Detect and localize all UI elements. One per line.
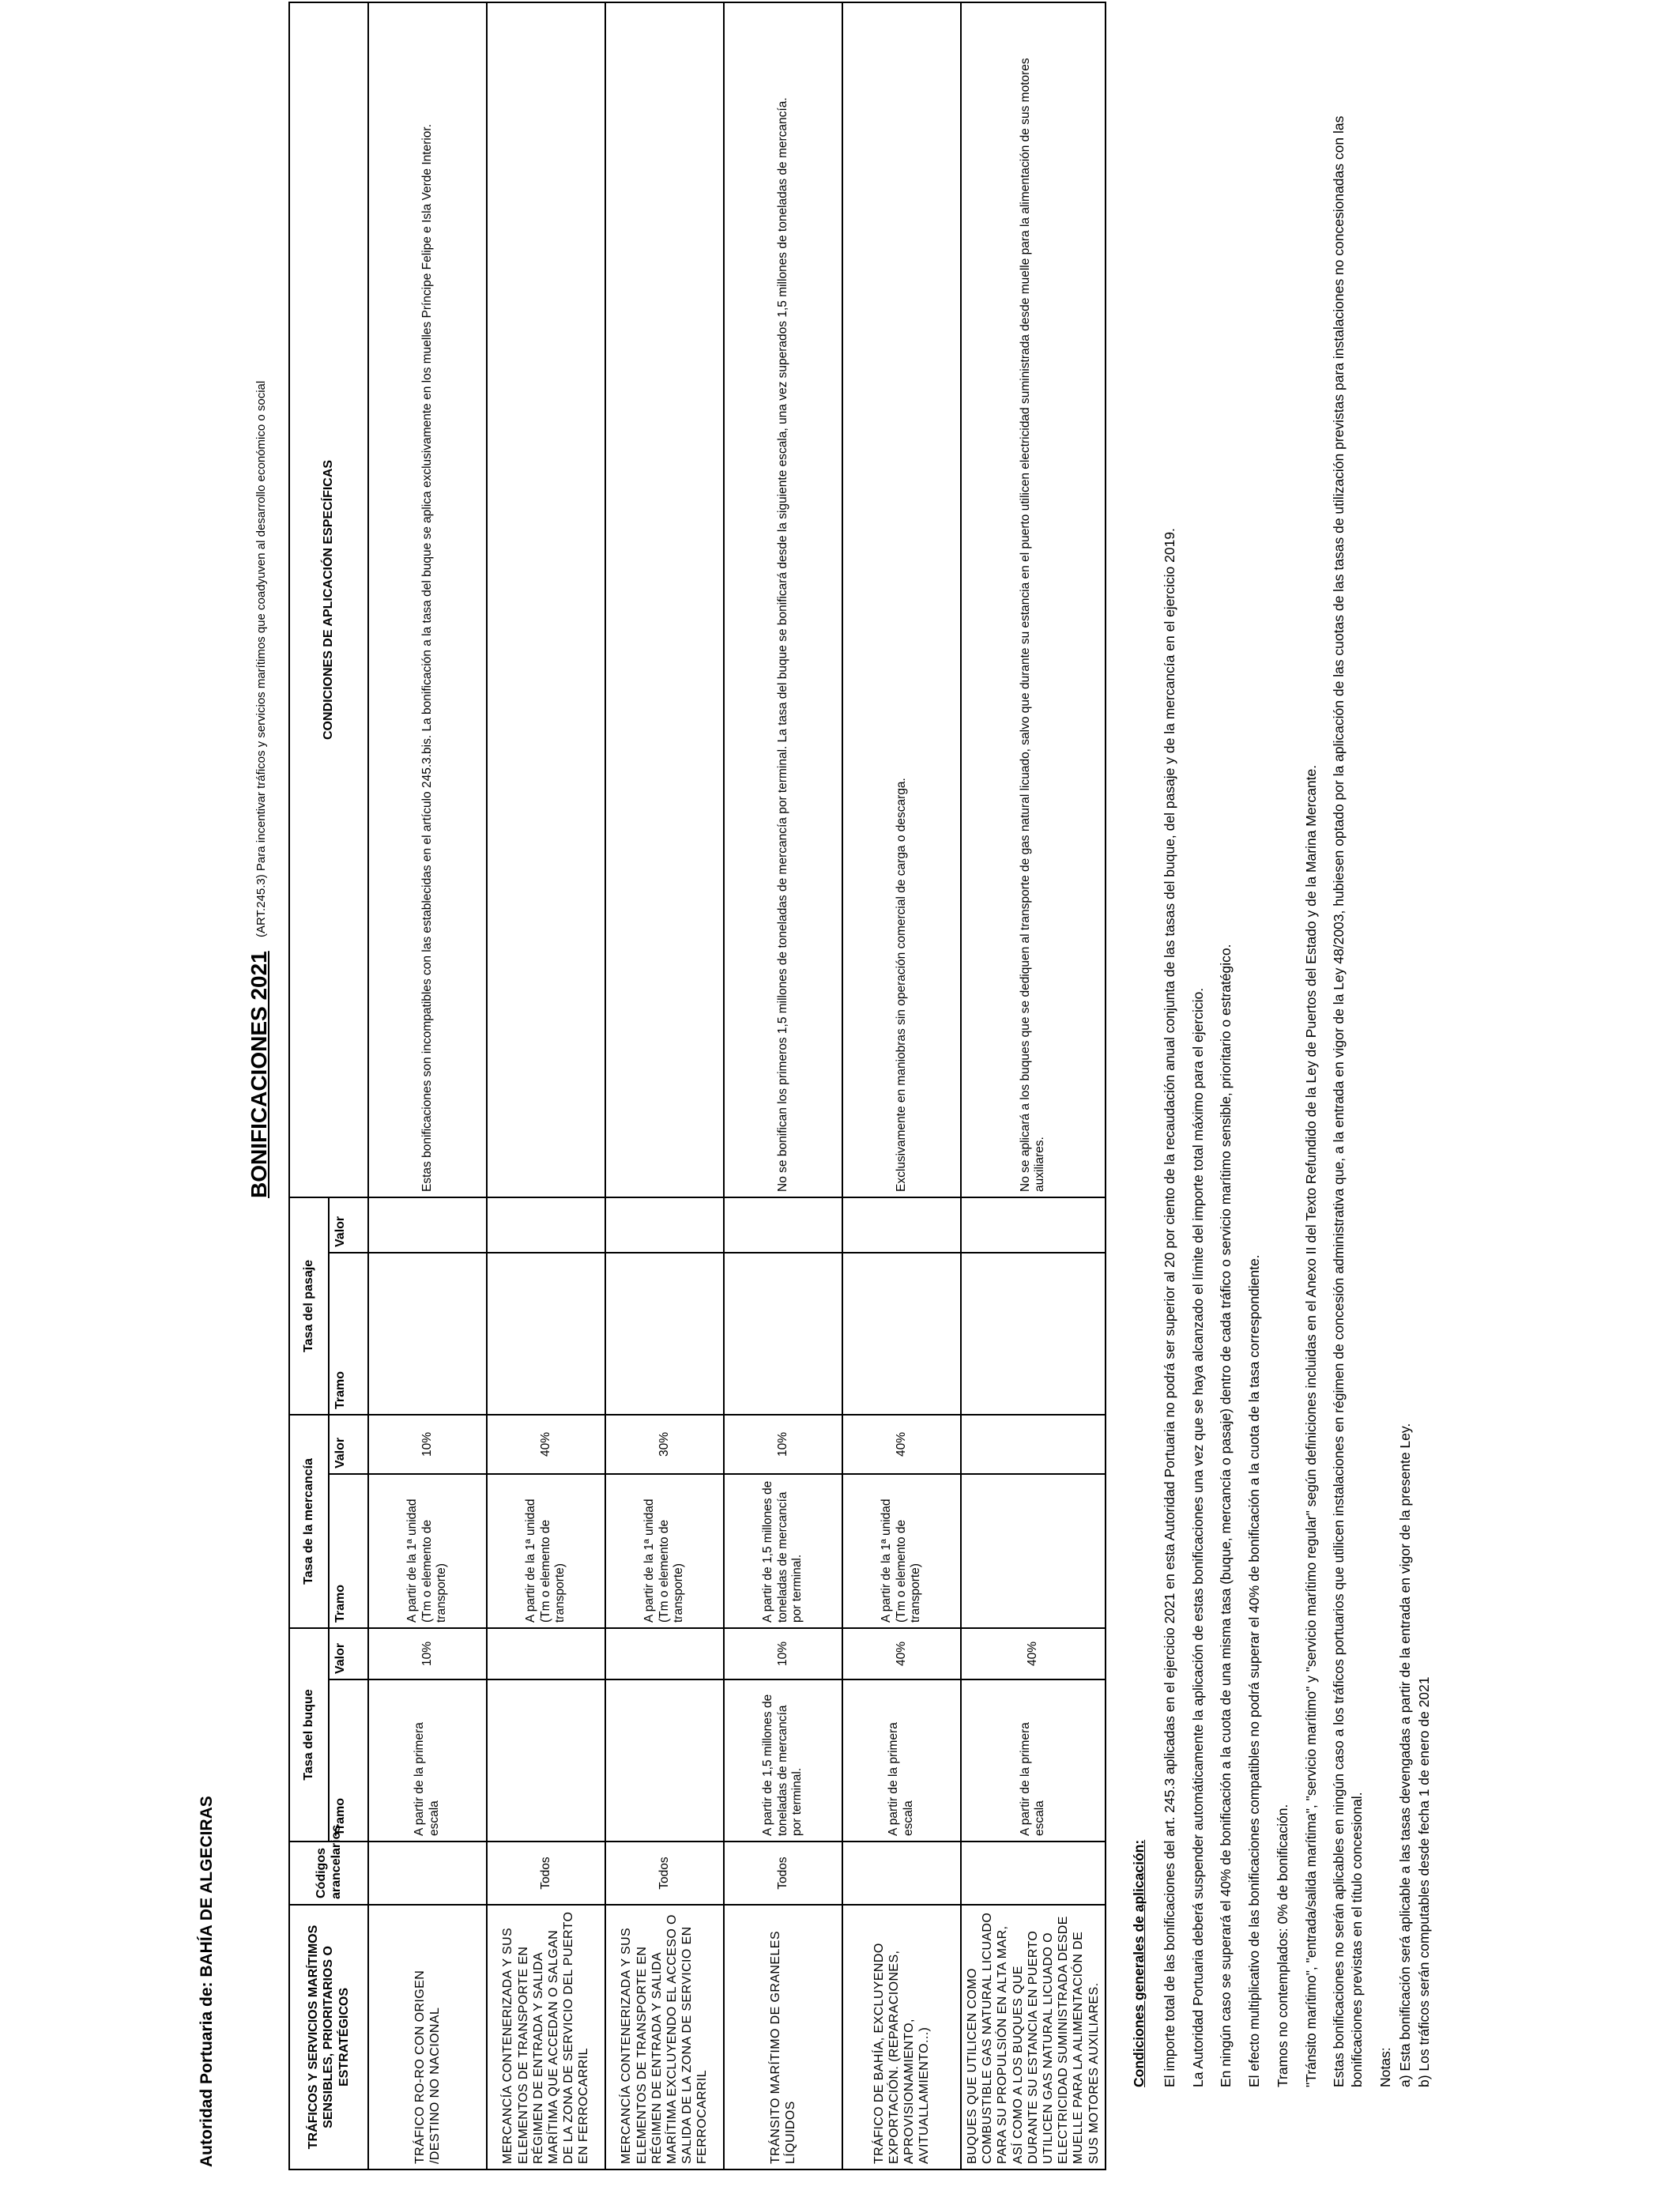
condition-item: En ningún caso se superará el 40% de bonificación a la cuota de una misma tasa (buque, mercancía o pasaje) dentro de cada tráfico o servicio marítimo sensible, prioritario o estratégico. xyxy=(1218,944,1234,2087)
mercancia-valor-cell: 30% xyxy=(605,1415,724,1474)
condition-item: El efecto multiplicativo de las bonificaciones compatibles no podrá superar el 40% de bonificación a la cuota de la tasa correspondiente. xyxy=(1246,1254,1262,2087)
condition-item: Estas bonificaciones no serán aplicables en ningún caso a los tráficos portuarios que utilicen instalaciones en régimen de concesión administrativa que, a la entrada en vigor de la Ley 48/2003, hubiesen optado por la aplicación de las cuotas de las tasas de utilización previstas para instalaciones no concesionadas con las bonificaciones previstas en el título concesional. xyxy=(1331,115,1365,2087)
pasaje-tramo-cell xyxy=(368,1253,487,1415)
document-title: BONIFICACIONES 2021 xyxy=(247,951,271,1198)
buque-tramo-cell: A partir de la primera escala xyxy=(368,1679,487,1842)
note-item: a) Esta bonificación será aplicable a las tasas devengadas a partir de la entrada en vigor de la presente Ley. xyxy=(1396,1423,1413,2087)
buque-valor-cell xyxy=(487,1628,605,1679)
pasaje-valor-cell xyxy=(368,1197,487,1253)
condition-item: La Autoridad Portuaria deberá suspender automáticamente la aplicación de estas bonificaciones una vez que se haya alcanzado el límite del importe total máximo para el ejercicio. xyxy=(1189,987,1206,2087)
pasaje-tramo-cell xyxy=(605,1253,724,1415)
table-row xyxy=(842,2,961,2169)
port-authority-label: Autoridad Portuaria de: BAHÍA DE ALGECIRAS xyxy=(198,1796,216,2167)
document-subtitle: (ART.245.3) Para incentivar tráficos y servicios marítimos que coadyuven al desarrollo económico o social xyxy=(254,380,268,937)
header-codigos: Códigos arancelarios xyxy=(289,1842,368,1905)
condition-item: Tramos no contemplados: 0% de bonificación. xyxy=(1274,1804,1290,2087)
condiciones-cell: No se bonifican los primeros 1,5 millones de toneladas de mercancía por terminal. La tasa del buque se bonificará desde la siguiente escala, una vez superados 1,5 millones de toneladas de mercancía. xyxy=(724,2,842,1197)
bonificaciones-table xyxy=(288,2,1106,2170)
condiciones-cell xyxy=(487,2,605,1197)
table-row xyxy=(605,2,724,2169)
mercancia-tramo-cell: A partir de la 1ª unidad (Tm o elemento de transporte) xyxy=(368,1474,487,1628)
codigos-cell: Todos xyxy=(724,1842,842,1905)
buque-valor-cell: 10% xyxy=(368,1628,487,1679)
buque-tramo-cell xyxy=(605,1679,724,1842)
pasaje-valor-cell xyxy=(724,1197,842,1253)
buque-tramo-cell xyxy=(487,1679,605,1842)
trafico-cell: TRÁFICO RO-RO CON ORIGEN /DESTINO NO NACIONAL xyxy=(368,1905,487,2169)
header-tasa-pasaje: Tasa del pasaje xyxy=(289,1197,329,1415)
table-row xyxy=(961,2,1106,2169)
mercancia-tramo-cell: A partir de 1,5 millones de toneladas de mercancía por terminal. xyxy=(724,1474,842,1628)
buque-valor-cell: 10% xyxy=(724,1628,842,1679)
header-tasa-mercancia: Tasa de la mercancía xyxy=(289,1415,329,1628)
condiciones-cell xyxy=(605,2,724,1197)
header-mercancia-tramo: Tramo xyxy=(329,1474,368,1628)
buque-valor-cell: 40% xyxy=(842,1628,961,1679)
pasaje-valor-cell xyxy=(487,1197,605,1253)
header-buque-tramo: Tramo xyxy=(329,1679,368,1842)
mercancia-valor-cell: 40% xyxy=(842,1415,961,1474)
buque-valor-cell: 40% xyxy=(961,1628,1106,1679)
header-pasaje-valor: Valor xyxy=(329,1197,368,1253)
header-condiciones: CONDICIONES DE APLICACIÓN ESPECÍFICAS xyxy=(289,2,368,1197)
mercancia-valor-cell: 10% xyxy=(724,1415,842,1474)
trafico-cell: TRÁNSITO MARÍTIMO DE GRANELES LÍQUIDOS xyxy=(724,1905,842,2169)
condiciones-cell: Exclusivamente en maniobras sin operación comercial de carga o descarga. xyxy=(842,2,961,1197)
general-conditions xyxy=(1130,32,1435,2087)
table-row xyxy=(487,2,605,2169)
codigos-cell: Todos xyxy=(487,1842,605,1905)
mercancia-tramo-cell: A partir de la 1ª unidad (Tm o elemento de transporte) xyxy=(842,1474,961,1628)
table-row xyxy=(368,2,487,2169)
pasaje-tramo-cell xyxy=(842,1253,961,1415)
mercancia-tramo-cell: A partir de la 1ª unidad (Tm o elemento de transporte) xyxy=(605,1474,724,1628)
buque-tramo-cell: A partir de la primera escala xyxy=(842,1679,961,1842)
mercancia-valor-cell: 10% xyxy=(368,1415,487,1474)
trafico-cell: BUQUES QUE UTILICEN COMO COMBUSTIBLE GAS NATURAL LICUADO PARA SU PROPULSIÓN EN ALTA MAR, ASÍ COMO A LOS BUQUES QUE DURANTE SU ESTANCIA EN PUERTO UTILICEN GAS NATURAL LICUADO O ELECTRICIDAD SUMINISTRADA DESDE MUELLE PARA LA ALIMENTACIÓN DE SUS MOTORES AUXILIARES. xyxy=(961,1905,1106,2169)
codigos-cell xyxy=(961,1842,1106,1905)
pasaje-tramo-cell xyxy=(487,1253,605,1415)
header-tasa-buque: Tasa del buque xyxy=(289,1628,329,1842)
condition-item: El importe total de las bonificaciones del art. 245.3 aplicadas en el ejercicio 2021 en esta Autoridad Portuaria no podrá ser superior al 20 por ciento de la recaudación anual conjunta de las tasas del buque, del pasaje y de la mercancía en el ejercicio 2019. xyxy=(1161,528,1177,2087)
header-buque-valor: Valor xyxy=(329,1628,368,1679)
trafico-cell: TRÁFICO DE BAHÍA, EXCLUYENDO EXPORTACIÓN. (REPARACIONES, APROVISIONAMIENTO, AVITUALLAMIENTO...) xyxy=(842,1905,961,2169)
condiciones-cell: Estas bonificaciones son incompatibles con las establecidas en el artículo 245.3.bis. La bonificación a la tasa del buque se aplica exclusivamente en los muelles Príncipe Felipe e Isla Verde Interior. xyxy=(368,2,487,1197)
pasaje-valor-cell xyxy=(842,1197,961,1253)
codigos-cell xyxy=(842,1842,961,1905)
mercancia-valor-cell xyxy=(961,1415,1106,1474)
buque-tramo-cell: A partir de 1,5 millones de toneladas de mercancía por terminal. xyxy=(724,1679,842,1842)
codigos-cell: Todos xyxy=(605,1842,724,1905)
trafico-cell: MERCANCÍA CONTENERIZADA Y SUS ELEMENTOS DE TRANSPORTE EN RÉGIMEN DE ENTRADA Y SALIDA MARÍTIMA QUE ACCEDAN O SALGAN DE LA ZONA DE SERVICIO DEL PUERTO EN FERROCARRIL xyxy=(487,1905,605,2169)
codigos-cell xyxy=(368,1842,487,1905)
pasaje-tramo-cell xyxy=(724,1253,842,1415)
pasaje-valor-cell xyxy=(605,1197,724,1253)
header-traficos: TRÁFICOS Y SERVICIOS MARÍTIMOS SENSIBLES, PRIORITARIOS O ESTRATÉGICOS xyxy=(289,1905,368,2169)
pasaje-tramo-cell xyxy=(961,1253,1106,1415)
note-item: b) Los tráficos serán computables desde fecha 1 de enero de 2021 xyxy=(1416,1676,1433,2087)
mercancia-valor-cell: 40% xyxy=(487,1415,605,1474)
general-conditions-heading: Condiciones generales de aplicación: xyxy=(1131,1839,1147,2087)
table-row xyxy=(724,2,842,2169)
header-pasaje-tramo: Tramo xyxy=(329,1253,368,1415)
mercancia-tramo-cell xyxy=(961,1474,1106,1628)
buque-valor-cell xyxy=(605,1628,724,1679)
pasaje-valor-cell xyxy=(961,1197,1106,1253)
buque-tramo-cell: A partir de la primera escala xyxy=(961,1679,1106,1842)
header-mercancia-valor: Valor xyxy=(329,1415,368,1474)
mercancia-tramo-cell: A partir de la 1ª unidad (Tm o elemento de transporte) xyxy=(487,1474,605,1628)
condition-item: "Tránsito marítimo", "entrada/salida marítima", "servicio marítimo" y "servicio marítimo regular" según definiciones incluidas en el Anexo II del Texto Refundido de la Ley de Puertos del Estado y de la Marina Mercante. xyxy=(1302,764,1319,2087)
trafico-cell: MERCANCÍA CONTENERIZADA Y SUS ELEMENTOS DE TRANSPORTE EN RÉGIMEN DE ENTRADA Y SALIDA MARÍTIMA EXCLUYENDO EL ACCESO O SALIDA DE LA ZONA DE SERVICIO EN FERROCARRIL xyxy=(605,1905,724,2169)
notes-label: Notas: xyxy=(1377,2047,1393,2087)
condiciones-cell: No se aplicará a los buques que se dediquen al transporte de gas natural licuado, salvo que durante su estancia en el puerto utilicen electricidad suministrada desde muelle para la alimentación de sus motores auxiliares. xyxy=(961,2,1106,1197)
